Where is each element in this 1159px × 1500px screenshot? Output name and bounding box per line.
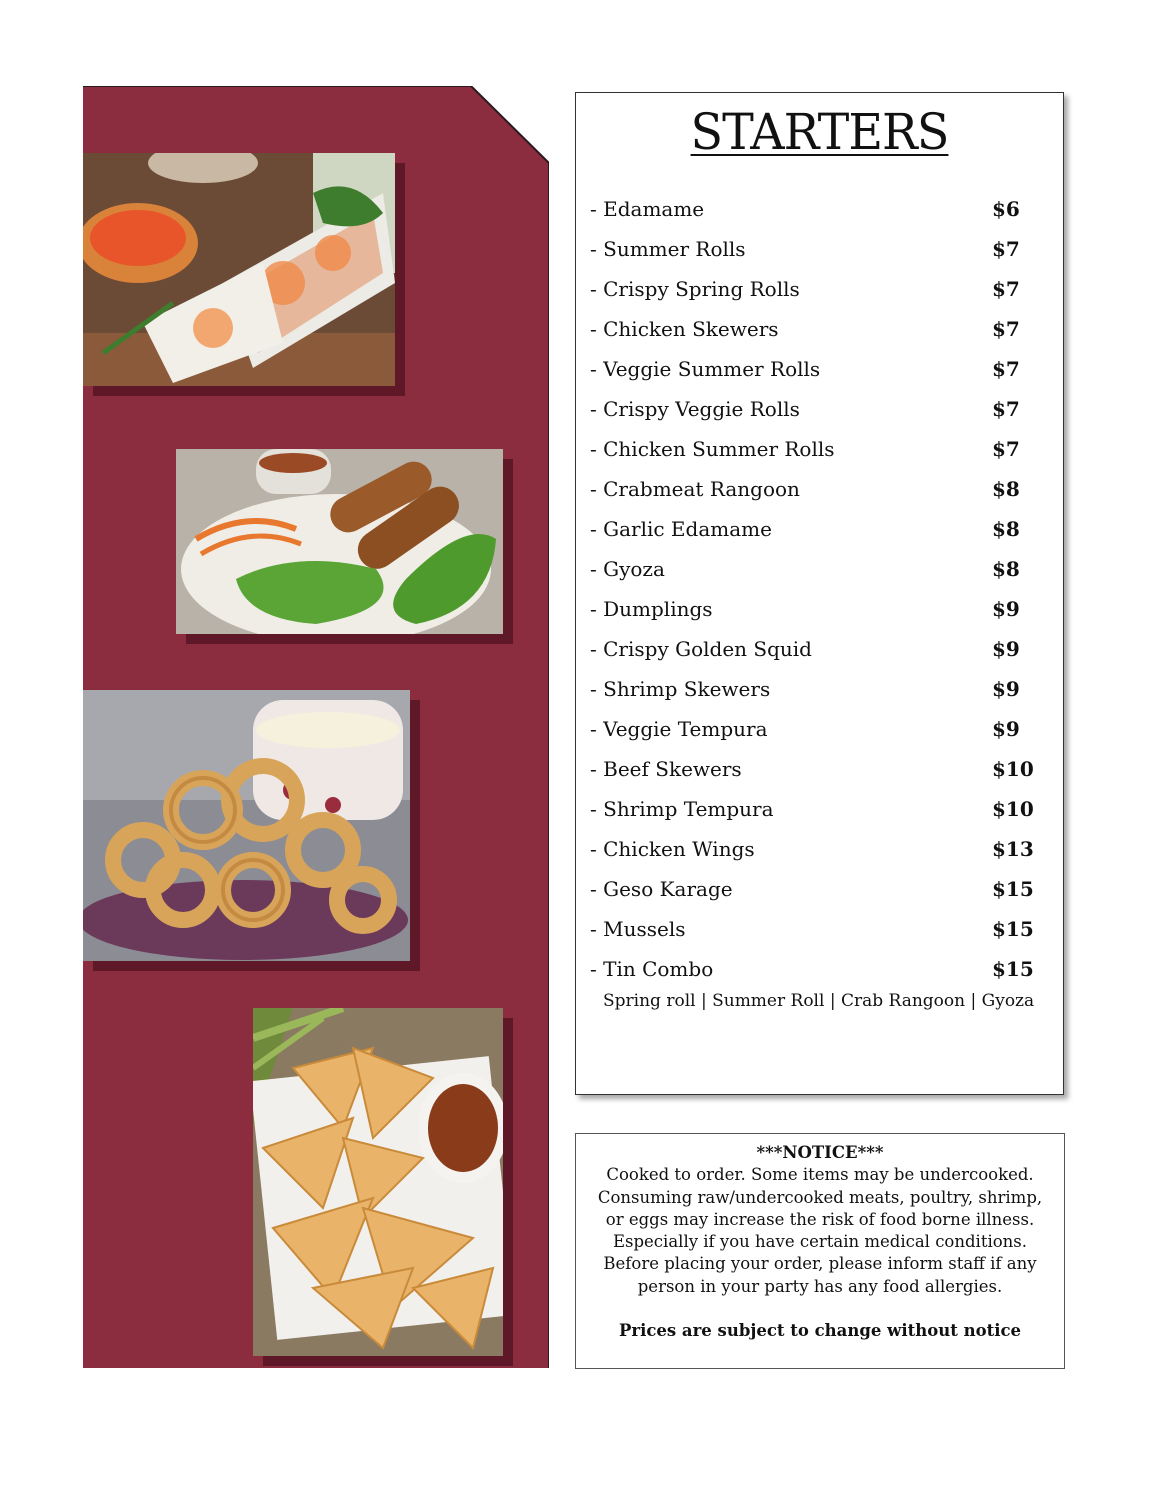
menu-item-price: $8	[992, 517, 1020, 541]
prices-disclaimer: Prices are subject to change without notice	[618, 1321, 1022, 1341]
menu-item	[590, 189, 1030, 229]
golden-squid-photo	[83, 690, 410, 961]
starters-list	[590, 189, 1034, 989]
menu-item-price: $7	[992, 237, 1020, 261]
menu-item-name: - Geso Karage	[590, 877, 733, 901]
menu-item-name: - Crispy Veggie Rolls	[590, 397, 800, 421]
menu-item-name: - Beef Skewers	[590, 757, 742, 781]
starters-menu-box	[575, 92, 1064, 1095]
menu-item-price: $8	[992, 477, 1020, 501]
menu-item-price: $13	[992, 837, 1034, 861]
notice-title: ***NOTICE***	[756, 1143, 884, 1162]
menu-item-name: - Garlic Edamame	[590, 517, 772, 541]
menu-item	[590, 269, 1030, 309]
menu-item	[590, 589, 1030, 629]
menu-item-price: $7	[992, 397, 1020, 421]
menu-item	[590, 909, 1034, 949]
notice-body: Cooked to order. Some items may be undercooked. Consuming raw/undercooked meats, poultry, shrimp, or eggs may increase the risk of food borne illness. Especially if you have certain medical conditions. Before placing your order, please inform staff if any person in your party has any food allergies.	[597, 1165, 1043, 1296]
starters-title: STARTERS	[690, 103, 949, 161]
menu-item-name: - Mussels	[590, 917, 686, 941]
menu-item-price: $7	[992, 317, 1020, 341]
menu-item-price: $15	[992, 917, 1034, 941]
menu-item-name: - Crispy Spring Rolls	[590, 277, 800, 301]
menu-item-name: - Veggie Summer Rolls	[590, 357, 821, 381]
menu-item	[590, 709, 1030, 749]
menu-item-price: $9	[992, 717, 1020, 741]
menu-item-price: $15	[992, 957, 1034, 981]
menu-item	[590, 429, 1030, 469]
menu-item-price: $7	[992, 437, 1020, 461]
menu-item-name: - Crispy Golden Squid	[590, 637, 812, 661]
menu-item-price: $7	[992, 357, 1020, 381]
menu-item-price: $9	[992, 677, 1020, 701]
menu-item	[590, 869, 1034, 909]
menu-item	[590, 309, 1030, 349]
menu-item	[590, 749, 1034, 789]
menu-item	[590, 789, 1034, 829]
menu-item-price: $9	[992, 637, 1020, 661]
menu-item-name: - Veggie Tempura	[590, 717, 768, 741]
menu-item-name: - Gyoza	[590, 557, 665, 581]
summer-rolls-photo	[83, 153, 395, 386]
menu-item-name: - Edamame	[590, 197, 705, 221]
menu-item-name: - Crabmeat Rangoon	[590, 477, 800, 501]
menu-item-price: $10	[992, 797, 1034, 821]
spring-rolls-photo	[176, 449, 503, 634]
menu-item	[590, 229, 1030, 269]
menu-item	[590, 349, 1030, 389]
menu-item-name: - Tin Combo	[590, 957, 714, 981]
menu-item-price: $8	[992, 557, 1020, 581]
menu-item	[590, 549, 1030, 589]
menu-item	[590, 629, 1030, 669]
menu-item-name: - Chicken Skewers	[590, 317, 779, 341]
menu-item-name: - Shrimp Tempura	[590, 797, 774, 821]
menu-item-price: $6	[992, 197, 1020, 221]
menu-item	[590, 829, 1034, 869]
crab-rangoon-photo	[253, 1008, 503, 1356]
menu-item	[590, 669, 1030, 709]
menu-item-price: $10	[992, 757, 1034, 781]
menu-item-name: - Chicken Wings	[590, 837, 755, 861]
menu-item	[590, 949, 1034, 989]
tin-combo-note: Spring roll | Summer Roll | Crab Rangoon | Gyoza	[603, 991, 1035, 1011]
menu-item-name: - Dumplings	[590, 597, 713, 621]
menu-item-price: $15	[992, 877, 1034, 901]
notice-box	[575, 1133, 1065, 1369]
menu-item	[590, 509, 1030, 549]
menu-item	[590, 389, 1030, 429]
menu-item-price: $7	[992, 277, 1020, 301]
menu-item-price: $9	[992, 597, 1020, 621]
menu-item-name: - Shrimp Skewers	[590, 677, 771, 701]
menu-item-name: - Chicken Summer Rolls	[590, 437, 835, 461]
menu-item-name: - Summer Rolls	[590, 237, 746, 261]
menu-item	[590, 469, 1030, 509]
